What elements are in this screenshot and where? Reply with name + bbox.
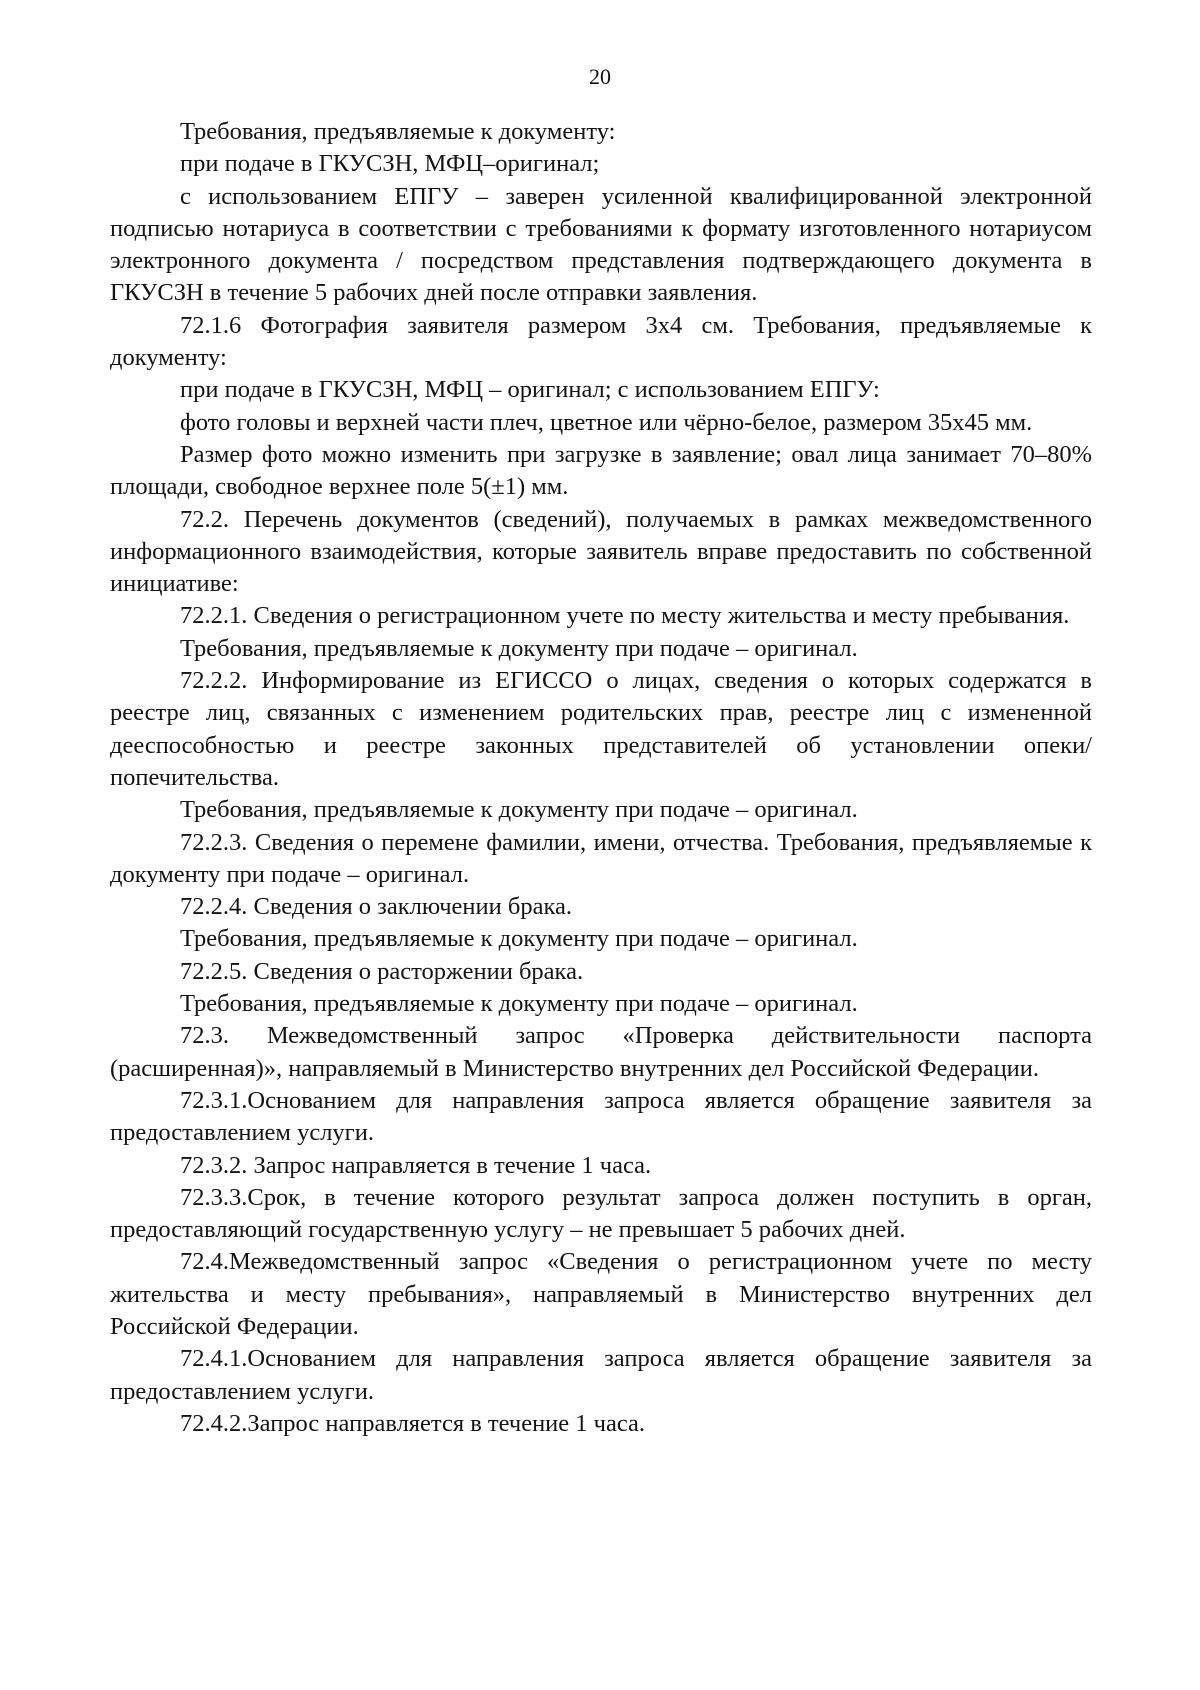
paragraph: 72.3.3.Срок, в течение которого результат запроса должен поступить в орган, предоставляющий государственную услугу – не превышает 5 рабочих дней. <box>110 1183 1092 1244</box>
paragraph: Требования, предъявляемые к документу при подаче – оригинал. <box>180 990 858 1018</box>
paragraph: 72.3.2. Запрос направляется в течение 1 часа. <box>180 1151 652 1179</box>
paragraph: 72.2.4. Сведения о заключении брака. <box>180 893 572 921</box>
paragraph: Требования, предъявляемые к документу: <box>180 118 616 145</box>
paragraph: 72.2.3. Сведения о перемене фамилии, имени, отчества. Требования, предъявляемые к документу при подаче – оригинал. <box>110 828 1092 888</box>
paragraph: 72.2.1. Сведения о регистрационном учете по месту жительства и месту пребывания. <box>180 602 1070 630</box>
paragraph: при подаче в ГКУСЗН, МФЦ – оригинал; с использованием ЕПГУ: <box>180 376 880 404</box>
paragraph: Требования, предъявляемые к документу при подаче – оригинал. <box>180 925 858 953</box>
paragraph: 72.4.1.Основанием для направления запроса является обращение заявителя за предоставлением услуги. <box>110 1345 1092 1405</box>
paragraph: Требования, предъявляемые к документу при подаче – оригинал. <box>180 796 858 824</box>
paragraph: 72.1.6 Фотография заявителя размером 3х4 см. Требования, предъявляемые к документу: <box>110 311 1092 372</box>
paragraph: 72.3. Межведомственный запрос «Проверка действительности паспорта (расширенная)», направляемый в Министерство внутренних дел Российской Федерации. <box>110 1022 1092 1082</box>
paragraph: 72.4.2.Запрос направляется в течение 1 часа. <box>180 1409 646 1437</box>
paragraph: 72.2.5. Сведения о расторжении брака. <box>180 957 584 985</box>
page-number: 20 <box>589 64 611 89</box>
paragraph: 72.2.2. Информирование из ЕГИССО о лицах, сведения о которых содержатся в реестре лиц, связанных с изменением родительских прав, реестре лиц с измененной дееспособностью и реестре законных представителей об установлении опеки/ попечительства. <box>110 667 1092 791</box>
paragraph: Требования, предъявляемые к документу при подаче – оригинал. <box>180 634 858 662</box>
document-body <box>110 116 1092 1440</box>
paragraph: 72.4.Межведомственный запрос «Сведения о регистрационном учете по месту жительства и месту пребывания», направляемый в Министерство внутренних дел Российской Федерации. <box>110 1248 1092 1340</box>
paragraph: 72.2. Перечень документов (сведений), получаемых в рамках межведомственного информационного взаимодействия, которые заявитель вправе предоставить по собственной инициативе: <box>110 505 1092 598</box>
paragraph: с использованием ЕПГУ – заверен усиленной квалифицированной электронной подписью нотариуса в соответствии с требованиями к формату изготовленного нотариусом электронного документа / посредством представления подтверждающего документа в ГКУСЗН в течение 5 рабочих дней после отправки заявления. <box>110 182 1092 307</box>
paragraph: при подаче в ГКУСЗН, МФЦ–оригинал; <box>180 150 600 178</box>
paragraph: фото головы и верхней части плеч, цветное или чёрно-белое, размером 35х45 мм. <box>180 408 1033 436</box>
paragraph: Размер фото можно изменить при загрузке в заявление; овал лица занимает 70–80% площади, свободное верхнее поле 5(±1) мм. <box>110 440 1092 501</box>
paragraph: 72.3.1.Основанием для направления запроса является обращение заявителя за предоставлением услуги. <box>110 1086 1092 1147</box>
